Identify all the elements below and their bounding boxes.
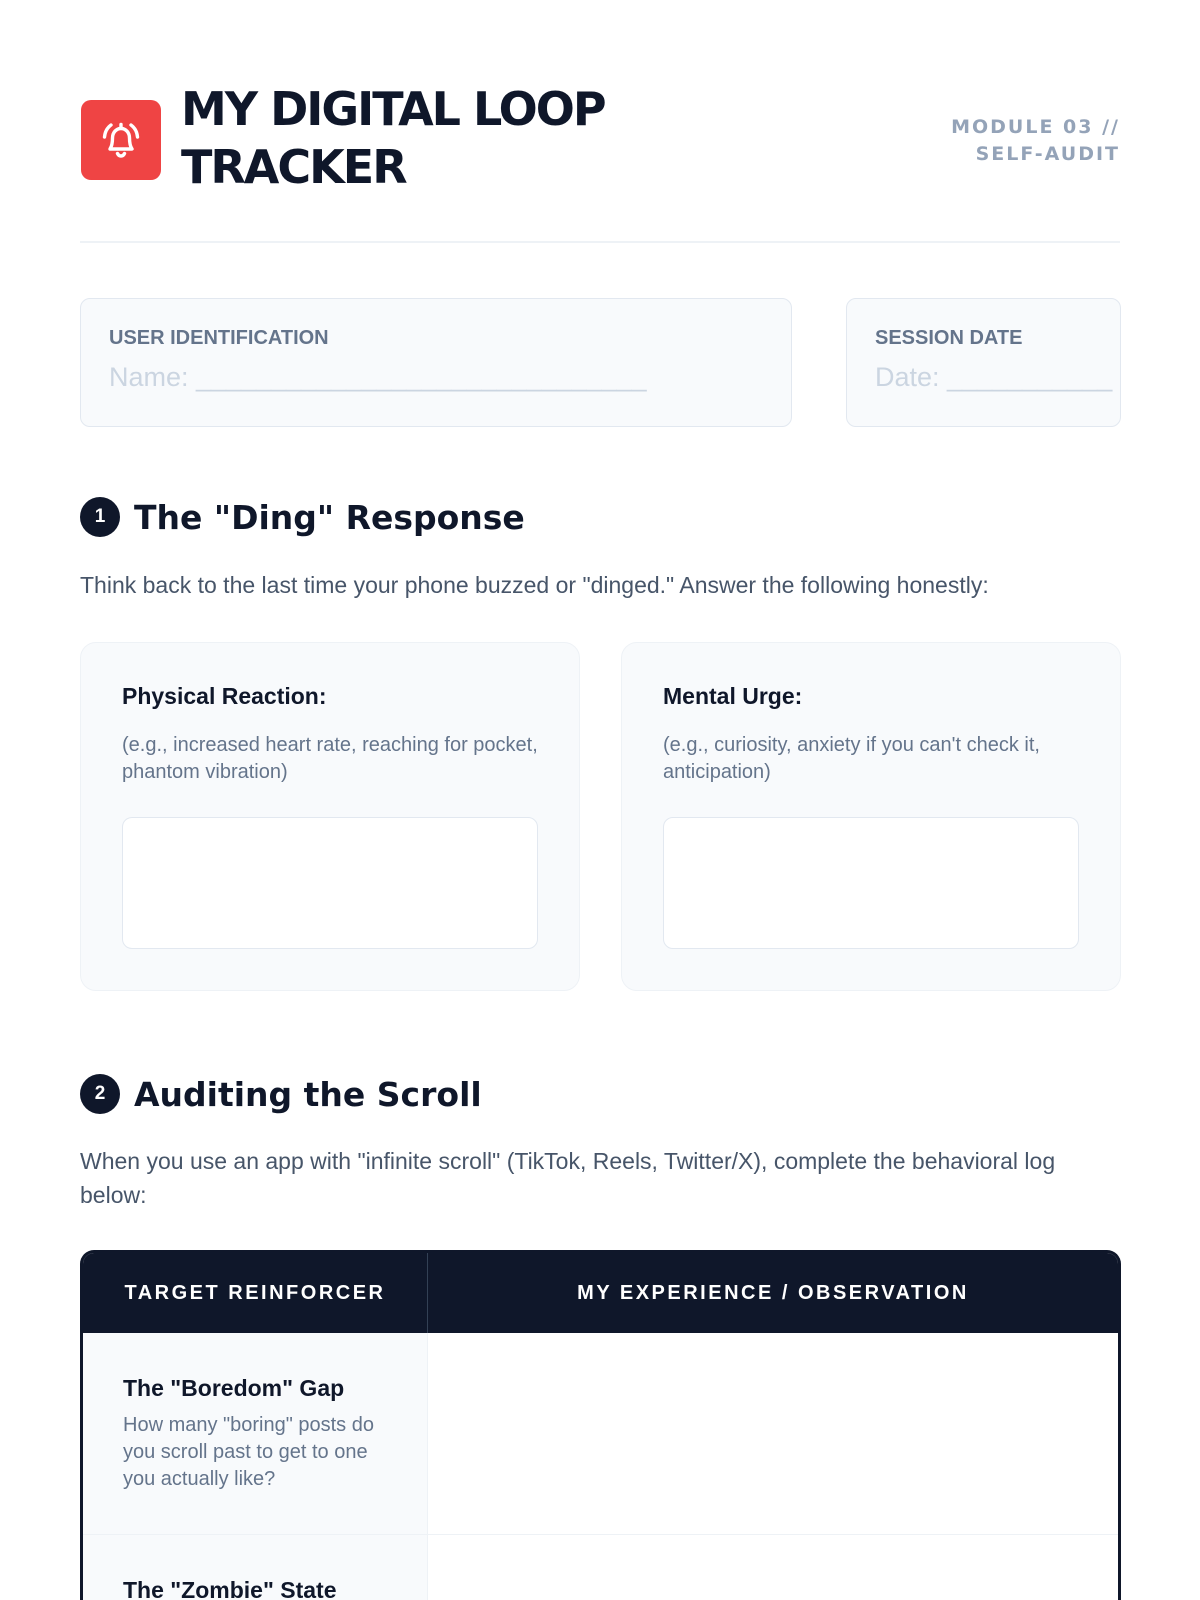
column-header-label: TARGET REINFORCER xyxy=(124,1281,386,1304)
session-date-card xyxy=(846,298,1121,427)
header-divider xyxy=(80,241,1120,243)
mental-urge-card xyxy=(621,642,1121,991)
physical-reaction-label: Physical Reaction: xyxy=(122,683,327,709)
table-row xyxy=(83,1333,1118,1535)
reinforcer-cell xyxy=(83,1333,428,1534)
physical-reaction-answer-box[interactable] xyxy=(122,817,538,949)
date-field[interactable]: Date: ___________ xyxy=(875,362,1113,392)
behavioral-log-table xyxy=(80,1250,1121,1600)
user-identification-label: USER IDENTIFICATION xyxy=(109,327,329,349)
column-header-observation xyxy=(428,1253,1118,1333)
section-1-description: Think back to the last time your phone buzzed or "dinged." Answer the following honestly: xyxy=(80,572,989,598)
column-header-label: MY EXPERIENCE / OBSERVATION xyxy=(577,1281,969,1304)
column-header-target-reinforcer xyxy=(83,1253,428,1333)
reinforcer-description: How many "boring" posts do you scroll past to get to one you actually like? xyxy=(123,1414,374,1490)
physical-reaction-card xyxy=(80,642,580,991)
session-date-label: SESSION DATE xyxy=(875,327,1023,349)
reinforcer-title: The "Zombie" State xyxy=(123,1577,337,1600)
reinforcer-title: The "Boredom" Gap xyxy=(123,1375,345,1401)
mental-urge-answer-box[interactable] xyxy=(663,817,1079,949)
name-field[interactable]: Name: ______________________________ xyxy=(109,362,647,392)
mental-urge-label: Mental Urge: xyxy=(663,683,803,709)
observation-cell[interactable] xyxy=(428,1535,1118,1600)
section-title: The "Ding" Response xyxy=(134,497,525,537)
physical-reaction-hint: (e.g., increased heart rate, reaching for pocket, phantom vibration) xyxy=(122,734,538,783)
mental-urge-hint: (e.g., curiosity, anxiety if you can't check it, anticipation) xyxy=(663,734,1040,783)
user-identification-card xyxy=(80,298,792,427)
reinforcer-cell xyxy=(83,1535,428,1600)
section-number-badge: 1 xyxy=(80,497,120,537)
section-2-heading xyxy=(80,1074,482,1114)
table-header xyxy=(83,1253,1118,1333)
bell-ringing-icon xyxy=(81,100,161,180)
section-1-heading xyxy=(80,497,525,537)
table-row xyxy=(83,1535,1118,1600)
page-title: MY DIGITAL LOOP TRACKER xyxy=(181,82,605,194)
module-tag: MODULE 03 // SELF-AUDIT xyxy=(951,116,1120,165)
observation-cell[interactable] xyxy=(428,1333,1118,1534)
section-number-badge: 2 xyxy=(80,1074,120,1114)
section-2-description: When you use an app with "infinite scroll" (TikTok, Reels, Twitter/X), complete the behavioral log below: xyxy=(80,1148,1056,1208)
worksheet-header xyxy=(80,70,1120,200)
section-title: Auditing the Scroll xyxy=(134,1074,482,1114)
